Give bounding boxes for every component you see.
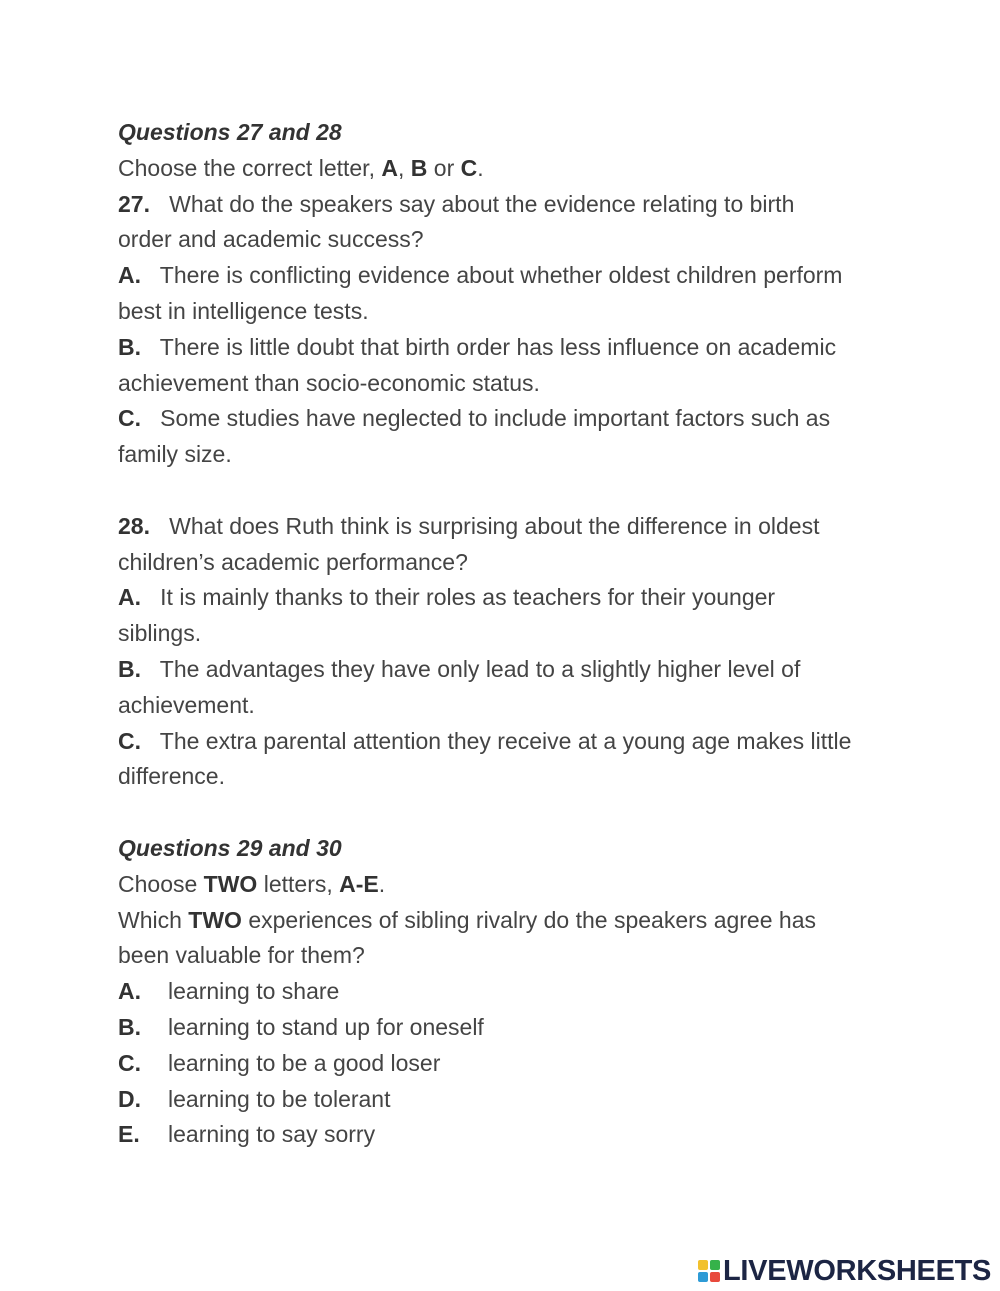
option[interactable]: A. learning to share: [118, 978, 340, 1005]
instruction: Choose the correct letter, A, B or C.: [118, 154, 484, 181]
option-cont: achievement than socio-economic status.: [118, 369, 540, 396]
question-text-cont: been valuable for them?: [118, 942, 365, 969]
spacer: [118, 473, 888, 509]
question-29-30: Which TWO experiences of sibling rivalry do the speakers agree has: [118, 906, 816, 933]
option-cont: achievement.: [118, 691, 255, 718]
option[interactable]: A. There is conflicting evidence about whether oldest children perform: [118, 262, 843, 289]
question-text-cont: order and academic success?: [118, 226, 424, 253]
question-text-cont: children’s academic performance?: [118, 548, 468, 575]
instruction: Choose TWO letters, A-E.: [118, 870, 386, 897]
question-27: [118, 187, 888, 473]
option-cont: best in intelligence tests.: [118, 297, 369, 324]
option-cont: difference.: [118, 763, 225, 790]
logo-text: LIVEWORKSHEETS: [723, 1254, 992, 1287]
option-cont: siblings.: [118, 620, 202, 647]
option[interactable]: C. learning to be a good loser: [118, 1049, 441, 1076]
section-heading: Questions 27 and 28: [118, 119, 342, 145]
logo-icon: [698, 1260, 720, 1282]
option[interactable]: B. The advantages they have only lead to a slightly higher level of: [118, 655, 801, 682]
option[interactable]: E. learning to say sorry: [118, 1121, 376, 1148]
option[interactable]: A. It is mainly thanks to their roles as teachers for their younger: [118, 584, 776, 611]
question-number: 28.: [118, 512, 150, 539]
question-text: What does Ruth think is surprising about the difference in oldest: [169, 512, 820, 539]
option[interactable]: B. There is little doubt that birth order has less influence on academic: [118, 333, 837, 360]
spacer: [118, 795, 888, 831]
liveworksheets-logo: [698, 1255, 991, 1287]
option[interactable]: C. The extra parental attention they receive at a young age makes little: [118, 727, 852, 754]
section-heading: Questions 29 and 30: [118, 834, 342, 861]
option[interactable]: D. learning to be tolerant: [118, 1085, 391, 1112]
worksheet-content: [118, 115, 888, 1153]
question-28: [118, 509, 888, 795]
question-text: What do the speakers say about the evidence relating to birth: [169, 190, 795, 217]
question-number: 27.: [118, 190, 150, 217]
option[interactable]: C. Some studies have neglected to include important factors such as: [118, 405, 831, 432]
option[interactable]: B. learning to stand up for oneself: [118, 1013, 484, 1040]
option-cont: family size.: [118, 441, 232, 468]
